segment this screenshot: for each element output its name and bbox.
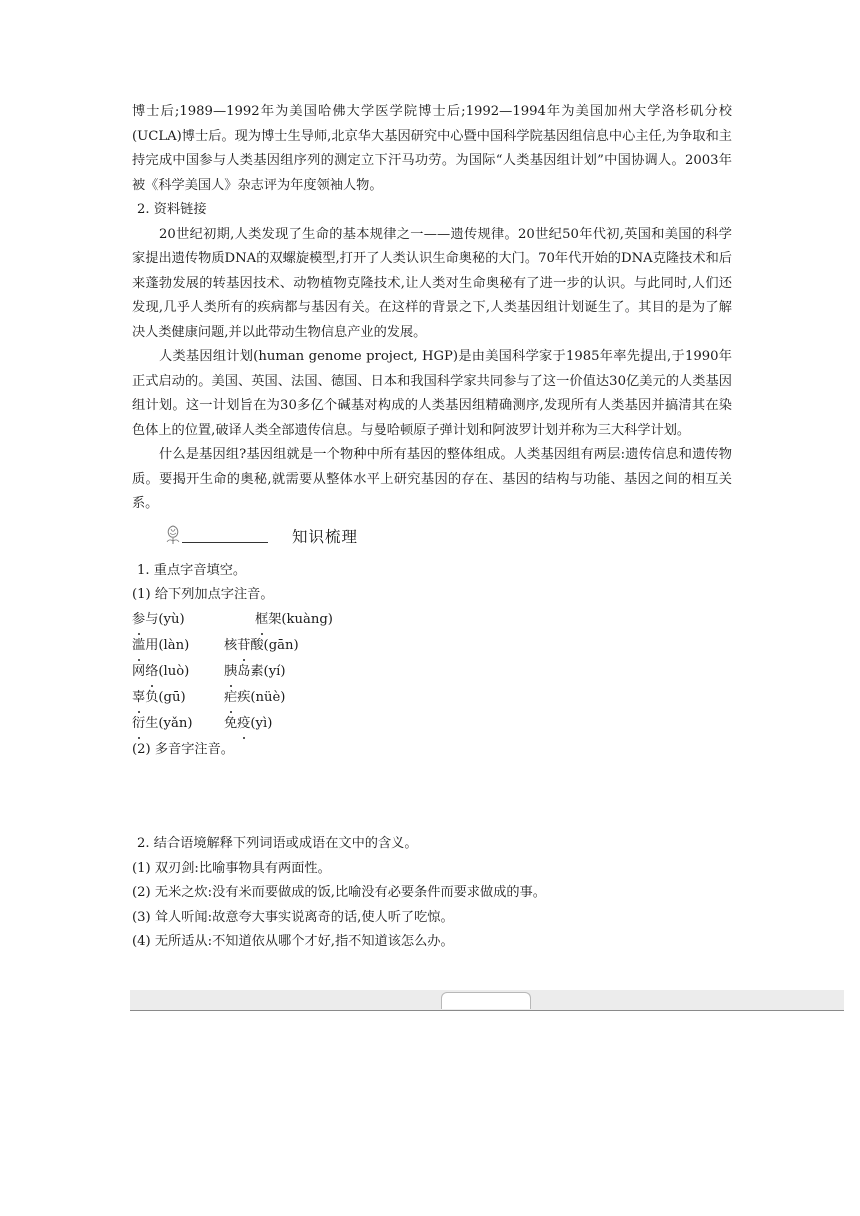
pinyin-text: (luò) bbox=[158, 663, 190, 679]
pinyin-text: 酸(gān) bbox=[250, 637, 299, 653]
pinyin-text: 负(gū) bbox=[145, 689, 186, 705]
dotted-char: 疟 bbox=[224, 686, 237, 711]
q2-item: (3) 耸人听闻:故意夸大事实说离奇的话,使人听了吃惊。 bbox=[132, 909, 454, 925]
pinyin-text: 免 bbox=[224, 715, 238, 731]
section-title-underline bbox=[182, 542, 268, 543]
q1-sub2: (2) 多音字注音。 bbox=[132, 741, 234, 757]
dotted-char: 辜 bbox=[132, 686, 145, 711]
document-body bbox=[132, 100, 732, 955]
dotted-char: 苷 bbox=[237, 634, 250, 659]
dotted-char: 框 bbox=[255, 608, 268, 633]
pinyin-item bbox=[132, 686, 186, 711]
materials-heading: 2. 资料链接 bbox=[137, 202, 207, 217]
q2-item: (1) 双刃剑:比喻事物具有两面性。 bbox=[132, 860, 331, 876]
pinyin-text: 架(kuàng) bbox=[268, 611, 333, 627]
dotted-char: 参 bbox=[132, 608, 145, 633]
q1-heading: 1. 重点字音填空。 bbox=[137, 562, 247, 578]
pinyin-item bbox=[132, 660, 189, 685]
materials-paragraph-2: 人类基因组计划(human genome project, HGP)是由美国科学家于1985年率先提出,于1990年正式启动的。美国、英国、法国、德国、日本和我国科学家共同参与了这一价值达30亿美元的人类基因组计划。这一计划旨在为30多亿个碱基对构成的人类基因组精确测序,发现所有人类基因并搞清其在染色体上的位置,破译人类全部遗传信息。与曼哈顿原子弹计划和阿波罗计划并称为三大科学计划。 bbox=[132, 349, 732, 438]
pinyin-item bbox=[132, 712, 192, 737]
dotted-char: 疫 bbox=[237, 712, 250, 737]
dotted-char: 滥 bbox=[132, 634, 145, 659]
pinyin-text: 生(yǎn) bbox=[145, 715, 193, 731]
pinyin-text: 网 bbox=[132, 663, 146, 679]
pinyin-text: 用(làn) bbox=[145, 637, 190, 653]
pinyin-row bbox=[132, 712, 732, 738]
page-tab[interactable] bbox=[441, 992, 531, 1009]
pinyin-item bbox=[224, 634, 299, 659]
pinyin-text: 岛素(yí) bbox=[237, 663, 286, 679]
dotted-char: 衍 bbox=[132, 712, 145, 737]
pinyin-item bbox=[132, 608, 185, 633]
materials-paragraph-3: 什么是基因组?基因组就是一个物种中所有基因的整体组成。人类基因组有两层:遗传信息和遗传物质。要揭开生命的奥秘,就需要从整体水平上研究基因的存在、基因的结构与功能、基因之间的相互关系。 bbox=[132, 447, 732, 511]
q1-sub1: (1) 给下列加点字注音。 bbox=[132, 587, 274, 602]
bio-paragraph: 博士后;1989—1992年为美国哈佛大学医学院博士后;1992—1994年为美国加州大学洛杉矶分校(UCLA)博士后。现为博士生导师,北京华大基因研究中心暨中国科学院基因组信息中心主任,为争取和主持完成中国参与人类基因组序列的测定立下汗马功劳。为国际“人类基因组计划”中国协调人。2003年被《科学美国人》杂志评为年度领袖人物。 bbox=[132, 104, 732, 193]
pinyin-row bbox=[132, 634, 732, 660]
dotted-char: 络 bbox=[145, 660, 158, 685]
pinyin-item bbox=[224, 660, 286, 685]
q2-item: (4) 无所适从:不知道依从哪个才好,指不知道该怎么办。 bbox=[132, 934, 454, 949]
q2-heading: 2. 结合语境解释下列词语或成语在文中的含义。 bbox=[137, 836, 418, 851]
pinyin-row bbox=[132, 686, 732, 712]
section-header bbox=[132, 519, 732, 559]
flower-icon bbox=[162, 523, 184, 545]
pinyin-item bbox=[132, 634, 189, 659]
pinyin-text: 疾(nüè) bbox=[237, 689, 286, 705]
q2-item: (2) 无米之炊:没有米而要做成的饭,比喻没有必要条件而要求做成的事。 bbox=[132, 885, 546, 900]
dotted-char: 胰 bbox=[224, 660, 237, 685]
pinyin-item bbox=[224, 686, 285, 711]
pinyin-text: 核 bbox=[224, 637, 238, 653]
materials-paragraph-1: 20世纪初期,人类发现了生命的基本规律之一——遗传规律。20世纪50年代初,英国和美国的科学家提出遗传物质DNA的双螺旋模型,打开了人类认识生命奥秘的大门。70年代开始的DNA克隆技术和后来蓬勃发展的转基因技术、动物植物克隆技术,让人类对生命奥秘有了进一步的认识。与此同时,人们还发现,几乎人类所有的疾病都与基因有关。在这样的背景之下,人类基因组计划诞生了。其目的是为了解决人类健康问题,并以此带动生物信息产业的发展。 bbox=[132, 226, 732, 340]
page-footer-bar bbox=[130, 990, 844, 1011]
pinyin-item bbox=[224, 712, 272, 737]
pinyin-row bbox=[132, 660, 732, 686]
section-title: 知识梳理 bbox=[292, 527, 359, 546]
pinyin-text: (yì) bbox=[250, 715, 273, 731]
pinyin-text: 与(yù) bbox=[145, 611, 185, 627]
pinyin-row bbox=[132, 608, 732, 634]
answer-space bbox=[132, 762, 732, 832]
pinyin-item bbox=[255, 608, 333, 633]
